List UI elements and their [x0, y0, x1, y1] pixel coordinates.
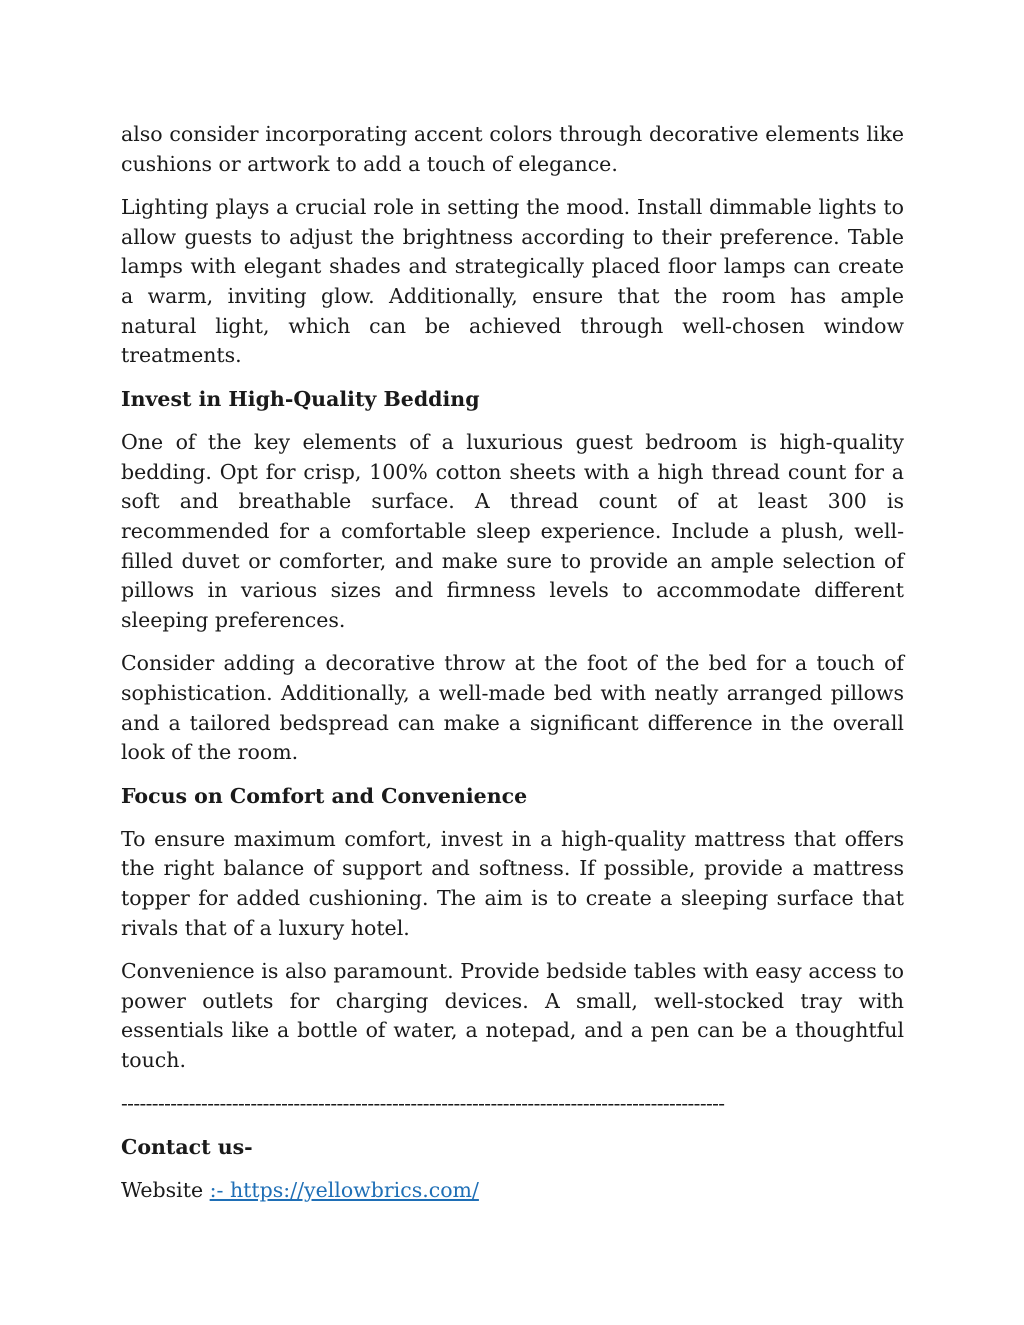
paragraph-lighting: Lighting plays a crucial role in setting the mood. Install dimmable lights to allow guests to adjust the brightness according to their preference. Table lamps with elegant shades and strategically placed floor lamps can create a warm, inviting glow. Additionally, ensure that the room has ample natural light, which can be achieved through well-chosen window treatments.: [121, 194, 904, 368]
website-link[interactable]: :- https://yellowbrics.com/: [209, 1177, 479, 1202]
website-line: [121, 1176, 904, 1206]
website-label: Website: [121, 1177, 210, 1202]
paragraph-accent-colors: also consider incorporating accent colors through decorative elements like cushions or artwork to add a touch of elegance.: [121, 122, 904, 176]
heading-comfort: Focus on Comfort and Convenience: [121, 783, 528, 808]
heading-bedding: Invest in High-Quality Bedding: [121, 386, 480, 411]
paragraph-decorative-throw: Consider adding a decorative throw at the foot of the bed for a touch of sophistication. Additionally, a well-made bed with neatly arranged pillows and a tailored bedspread can make a significant difference in the overall look of the room.: [121, 651, 904, 765]
paragraph-bedding: One of the key elements of a luxurious guest bedroom is high-quality bedding. Opt for crisp, 100% cotton sheets with a high thread count for a soft and breathable surface. A thread count of at least 300 is recommended for a comfortable sleep experience. Include a plush, well-filled duvet or comforter, and make sure to provide an ample selection of pillows in various sizes and firmness levels to accommodate different sleeping preferences.: [121, 429, 904, 633]
paragraph-convenience: Convenience is also paramount. Provide bedside tables with easy access to power outlets for charging devices. A small, well-stocked tray with essentials like a bottle of water, a notepad, and a pen can be a thoughtful touch.: [121, 959, 904, 1073]
contact-heading: Contact us-: [121, 1134, 253, 1159]
document-page: [121, 120, 904, 1219]
dashed-divider: --------------------------------------------------------------------------------------------------: [121, 1091, 725, 1116]
paragraph-mattress: To ensure maximum comfort, invest in a high-quality mattress that offers the right balance of support and softness. If possible, provide a mattress topper for added cushioning. The aim is to create a sleeping surface that rivals that of a luxury hotel.: [121, 826, 904, 940]
